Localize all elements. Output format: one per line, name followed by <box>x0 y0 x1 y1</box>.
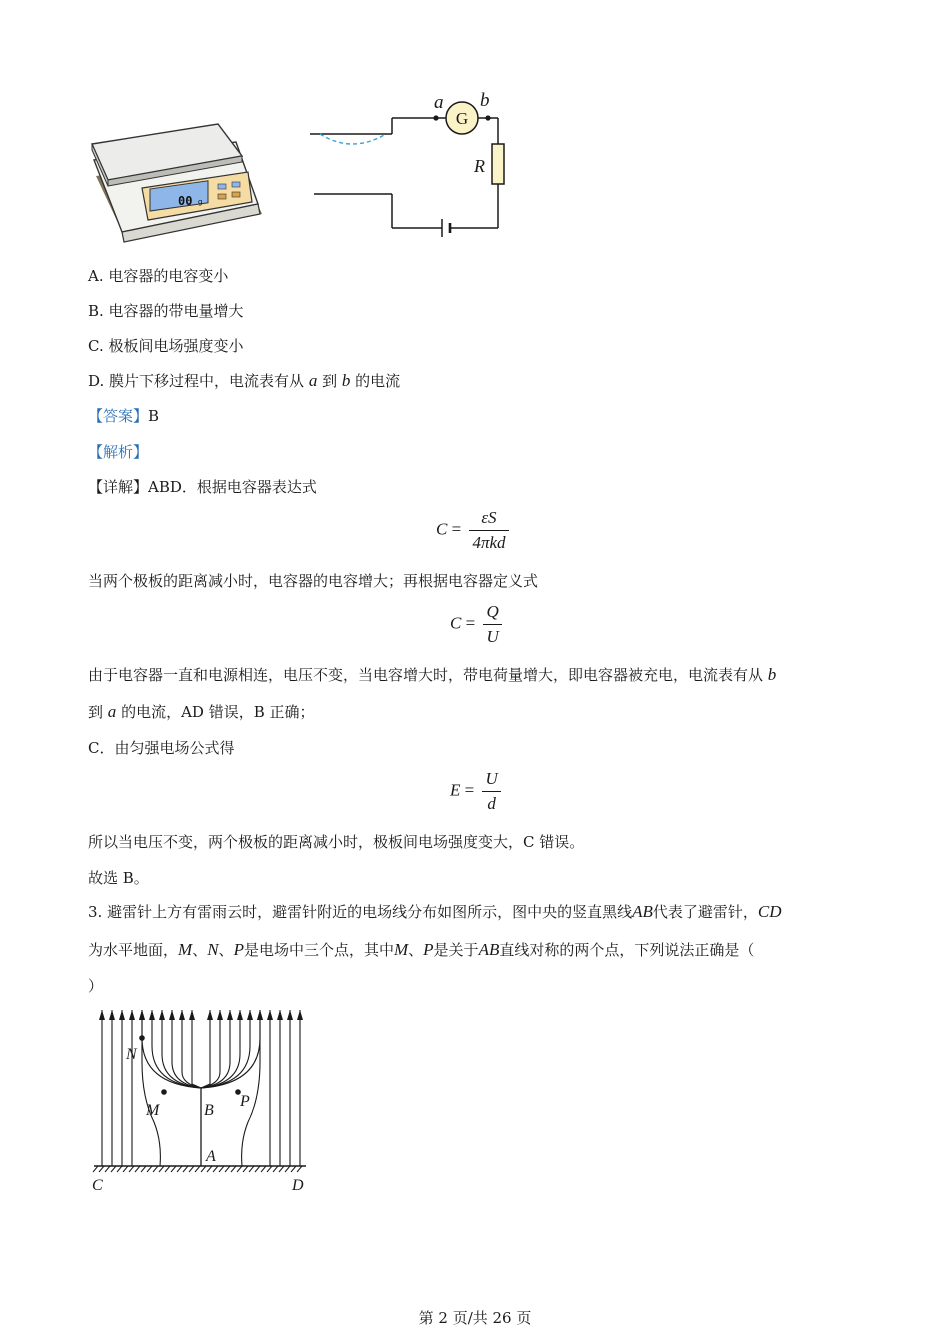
q3-text-2c: 是关于 <box>433 941 479 959</box>
ground-d-label: D <box>292 1177 304 1194</box>
terminal-b-label: b <box>480 90 490 111</box>
q3-text-1a: 3. 避雷针上方有雷雨云时，避雷针附近的电场线分布如图所示，图中央的竖直黑线 <box>88 903 633 921</box>
q3-n: N <box>207 940 219 959</box>
q3-p: P <box>233 940 244 959</box>
point-m-label: M <box>146 1102 160 1119</box>
lightning-rod-field-figure <box>88 1002 318 1198</box>
option-a: A. 电容器的电容变小 <box>88 267 229 285</box>
ground-c-label: C <box>92 1177 103 1194</box>
answer-value: B <box>148 407 160 425</box>
formula2-fraction <box>483 602 501 647</box>
answer-line <box>88 406 159 426</box>
q3-text-2d: 直线对称的两个点，下列说法正确是（ <box>499 941 755 959</box>
formula3-lhs: E <box>450 780 461 800</box>
formula-capacitance-definition <box>450 602 502 647</box>
terminal-a-label: a <box>434 92 444 113</box>
detail-line-3-var-b: b <box>767 665 777 684</box>
formula1-lhs: C <box>436 519 448 539</box>
analysis-tag: 【解析】 <box>88 443 149 461</box>
point-a-label: A <box>206 1148 216 1165</box>
q3-m: M <box>178 940 193 959</box>
formula2-denominator: U <box>486 627 499 646</box>
resistor-label: R <box>474 156 485 176</box>
formula3-fraction <box>482 769 500 814</box>
detail-line-4 <box>88 702 315 722</box>
detail-line-7: 故选 B。 <box>88 869 149 887</box>
question3-line-3: ） <box>88 977 104 995</box>
option-d-prefix: D. 膜片下移过程中，电流表有从 <box>88 372 305 390</box>
detail-line-4-var-a: a <box>107 702 117 721</box>
option-d-suffix: 的电流 <box>355 372 401 390</box>
electronic-scale-figure <box>86 118 268 246</box>
q3-text-1b: 代表了避雷针， <box>652 903 758 921</box>
q3-p-2: P <box>423 940 434 959</box>
q3-text-2b: 是电场中三个点，其中 <box>243 941 394 959</box>
option-d-var-b: b <box>341 371 351 390</box>
formula1-numerator: εS <box>469 508 508 531</box>
detail-line-6: 所以当电压不变，两个极板的距离减小时，极板间电场强度变大，C 错误。 <box>88 833 585 851</box>
detail-line-4-c: 的电流，AD 错误，B 正确； <box>121 703 315 721</box>
capacitor-circuit-figure <box>308 88 518 238</box>
scale-display-unit: g <box>198 198 203 206</box>
scale-display-value: 00 <box>178 194 193 208</box>
detail-tag: 【详解】 <box>88 478 149 496</box>
formula-uniform-field <box>450 769 501 814</box>
detail-intro-line <box>88 477 317 497</box>
q3-sep-2: 、 <box>218 941 234 959</box>
formula1-denominator: 4πkd <box>472 533 506 552</box>
formula3-denominator: d <box>487 794 496 813</box>
detail-line-5: C．由匀强电场公式得 <box>88 739 235 757</box>
formula2-lhs: C <box>450 613 462 633</box>
q3-sep-3: 、 <box>408 941 424 959</box>
q3-sep-1: 、 <box>192 941 208 959</box>
point-n-label: N <box>126 1046 137 1063</box>
option-c: C. 极板间电场强度变小 <box>88 337 244 355</box>
point-b-label: B <box>204 1102 214 1119</box>
question3-line-1 <box>88 902 782 922</box>
detail-line-2: 当两个极板的距离减小时，电容器的电容增大；再根据电容器定义式 <box>88 572 539 590</box>
page-footer: 第 2 页/共 26 页 <box>418 1309 532 1327</box>
q3-m-2: M <box>393 940 409 959</box>
option-d-var-a: a <box>308 371 318 390</box>
detail-line-3 <box>88 665 776 685</box>
point-p-label: P <box>240 1093 250 1110</box>
detail-line-3-text: 由于电容器一直和电源相连，电压不变，当电容增大时，带电荷量增大，即电容器被充电，电流表有从 <box>88 666 764 684</box>
q3-text-2a: 为水平地面， <box>88 941 179 959</box>
q3-cd: CD <box>757 902 782 921</box>
formula3-eq: = <box>464 780 475 800</box>
detail-line-4-a: 到 <box>88 703 104 721</box>
formula-capacitance-expression <box>436 508 509 553</box>
option-b: B. 电容器的带电量增大 <box>88 302 244 320</box>
q3-ab-1: AB <box>632 902 653 921</box>
formula2-eq: = <box>465 613 476 633</box>
answer-tag: 【答案】 <box>88 407 149 425</box>
formula2-numerator: Q <box>483 602 501 625</box>
formula1-eq: = <box>451 519 462 539</box>
formula1-fraction <box>469 508 508 553</box>
detail-intro: ABD．根据电容器表达式 <box>148 478 317 496</box>
option-d-mid: 到 <box>322 372 338 390</box>
question3-line-2 <box>88 940 754 960</box>
analysis-line <box>88 442 148 462</box>
galvanometer-label: G <box>455 109 469 128</box>
q3-ab-2: AB <box>478 940 500 959</box>
formula3-numerator: U <box>482 769 500 792</box>
option-d <box>88 371 400 391</box>
